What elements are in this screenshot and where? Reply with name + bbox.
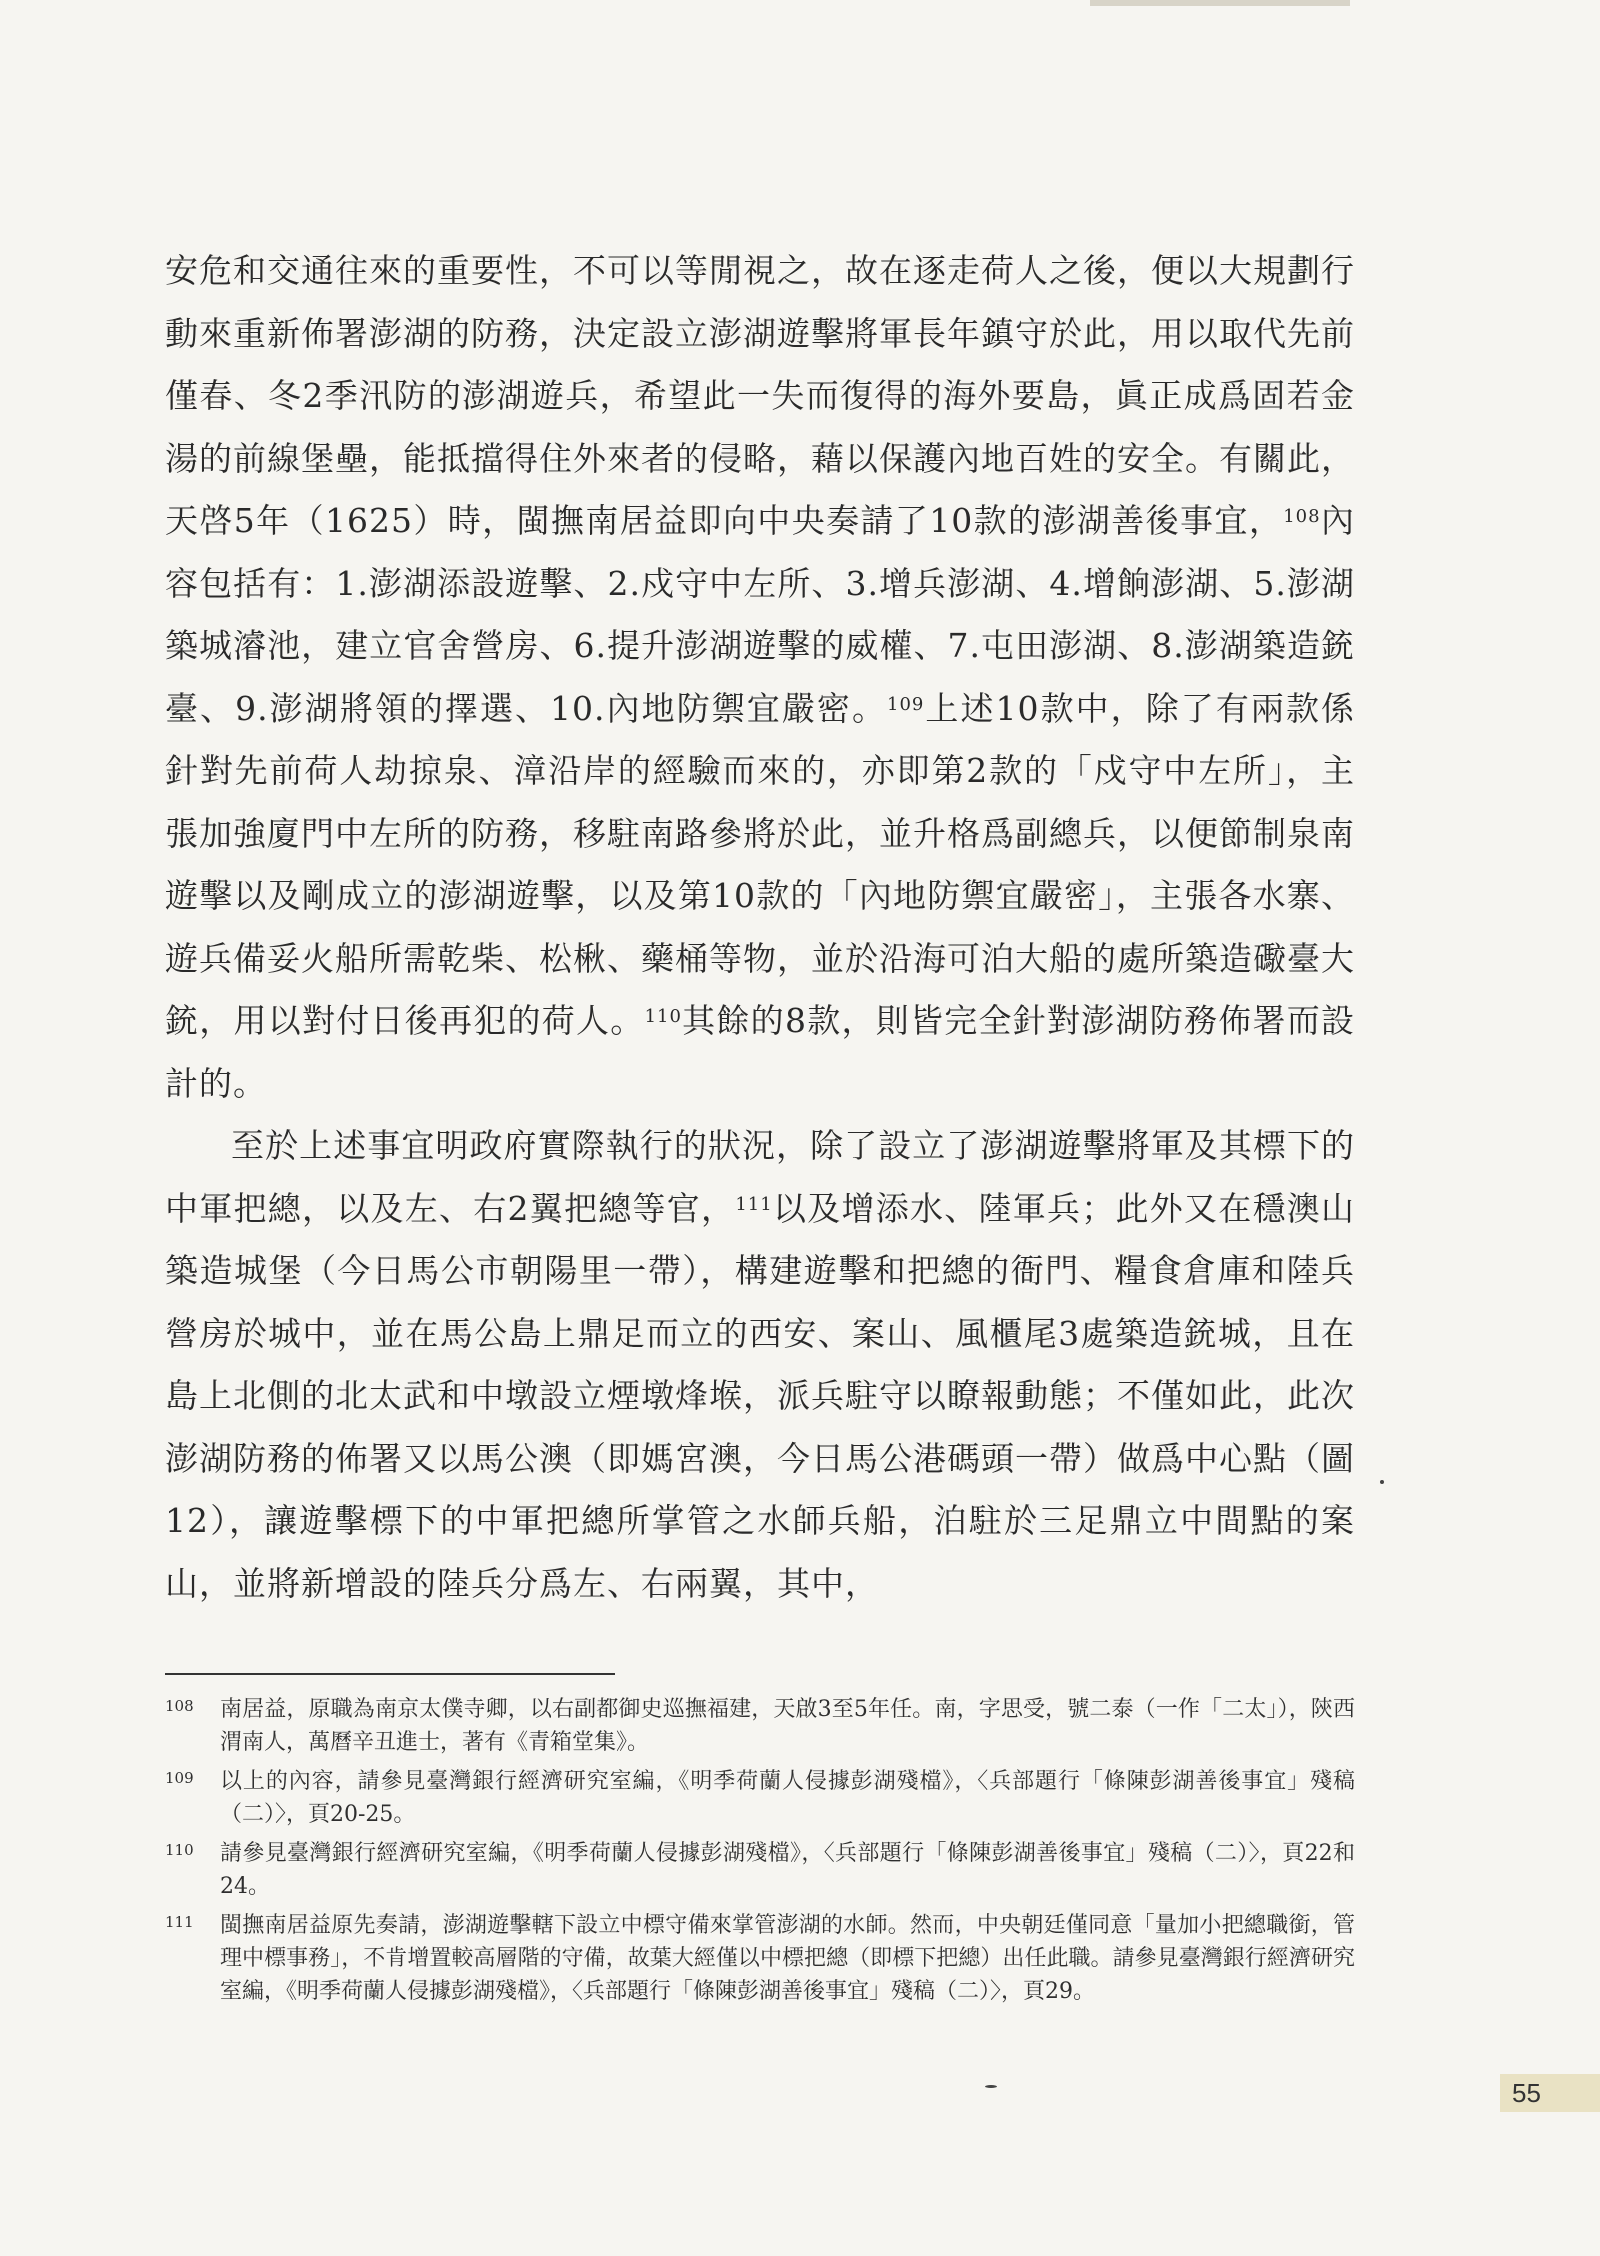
scan-dot bbox=[1380, 1480, 1384, 1484]
footnote-text: 閩撫南居益原先奏請，澎湖遊擊轄下設立中標守備來掌管澎湖的水師。然而，中央朝廷僅同意「量加小把總職銜，管理中標事務」，不肯增置較高層階的守備，故葉大經僅以中標把總（即標下把總）出任此職。請參見臺灣銀行經濟研究室編，《明季荷蘭人侵據彭湖殘檔》，〈兵部題行「條陳彭湖善後事宜」殘稿（二）〉，頁29。 bbox=[220, 1913, 1355, 2004]
text-segment: 以及增添水、陸軍兵；此外又在穩澳山築造城堡（今日馬公市朝陽里一帶），構建遊擊和把總的衙門、糧食倉庫和陸兵營房於城中，並在馬公島上鼎足而立的西安、案山、風櫃尾3處築造銃城，且在島上北側的北太武和中墩設立煙墩烽堠，派兵駐守以瞭報動態；不僅如此，此次澎湖防務的佈署又以馬公澳（即媽宮澳，今日馬公港碼頭一帶）做爲中心點（圖12），讓遊擊標下的中軍把總所掌管之水師兵船，泊駐於三足鼎立中間點的案山，並將新增設的陸兵分爲左、右兩翼，其中， bbox=[165, 1188, 1356, 1603]
footnote-111 bbox=[165, 1909, 1355, 2008]
footnote-ref-109[interactable]: 109 bbox=[887, 693, 925, 715]
footnote-110 bbox=[165, 1837, 1355, 1903]
text-segment: 安危和交通往來的重要性，不可以等閒視之，故在逐走荷人之後，便以大規劃行動來重新佈署澎湖的防務，決定設立澎湖遊擊將軍長年鎮守於此，用以取代先前僅春、冬2季汛防的澎湖遊兵，希望此一失而復得的海外要島，眞正成爲固若金湯的前線堡壘，能抵擋得住外來者的侵略，藉以保護內地百姓的安全。有關此，天啓5年（1625）時，閩撫南居益即向中央奏請了10款的澎湖善後事宜， bbox=[165, 251, 1355, 540]
text-segment: 上述10款中，除了有兩款係針對先前荷人劫掠泉、漳沿岸的經驗而來的，亦即第2款的「戍守中左所」，主張加強廈門中左所的防務，移駐南路參將於此，並升格爲副總兵，以便節制泉南遊擊以及剛成立的澎湖遊擊，以及第10款的「內地防禦宜嚴密」，主張各水寨、遊兵備妥火船所需乾柴、松楸、藥桶等物，並於沿海可泊大船的處所築造礮臺大銃，用以對付日後再犯的荷人。 bbox=[165, 688, 1355, 1040]
footnote-number: 108 bbox=[165, 1697, 194, 1715]
footnote-ref-110[interactable]: 110 bbox=[644, 1006, 682, 1027]
footnotes bbox=[165, 1693, 1355, 2014]
footnote-number: 111 bbox=[165, 1913, 194, 1931]
page-number: 55 bbox=[1500, 2074, 1600, 2112]
footnote-ref-111[interactable]: 111 bbox=[735, 1193, 773, 1215]
text-segment: 其餘的8款，則皆完全針對澎湖防務佈署而設計的。 bbox=[165, 1001, 1356, 1103]
scan-smudge bbox=[1090, 0, 1350, 6]
footnote-number: 109 bbox=[165, 1769, 194, 1787]
footnote-108 bbox=[165, 1693, 1355, 1759]
paragraph-1 bbox=[165, 240, 1355, 1115]
footnote-text: 南居益，原職為南京太僕寺卿，以右副都御史巡撫福建，天啟3至5年任。南，字思受，號二泰（一作「二太」），陝西渭南人，萬曆辛丑進士，著有《青箱堂集》。 bbox=[220, 1697, 1355, 1755]
footnote-ref-108[interactable]: 108 bbox=[1283, 506, 1321, 527]
footnote-text: 請參見臺灣銀行經濟研究室編，《明季荷蘭人侵據彭湖殘檔》，〈兵部題行「條陳彭湖善後事宜」殘稿（二）〉，頁22和24。 bbox=[220, 1841, 1355, 1899]
footnote-text: 以上的內容，請參見臺灣銀行經濟研究室編，《明季荷蘭人侵據彭湖殘檔》，〈兵部題行「條陳彭湖善後事宜」殘稿（二）〉，頁20-25。 bbox=[220, 1769, 1355, 1827]
scan-dot bbox=[985, 2085, 997, 2088]
footnote-divider bbox=[165, 1673, 615, 1675]
footnote-number: 110 bbox=[165, 1841, 194, 1859]
paragraph-2 bbox=[165, 1115, 1355, 1615]
text-segment: 至於上述事宜明政府實際執行的狀況，除了設立了澎湖遊擊將軍及其標下的中軍把總，以及左、右2翼把總等官， bbox=[165, 1126, 1355, 1228]
main-text bbox=[165, 240, 1355, 1615]
text-segment: 內容包括有：1.澎湖添設遊擊、2.戍守中左所、3.增兵澎湖、4.增餉澎湖、5.澎湖築城濬池，建立官舍營房、6.提升澎湖遊擊的威權、7.屯田澎湖、8.澎湖築造銃臺、9.澎湖將領的擇選、10.內地防禦宜嚴密。 bbox=[165, 501, 1355, 728]
footnote-109 bbox=[165, 1765, 1355, 1831]
